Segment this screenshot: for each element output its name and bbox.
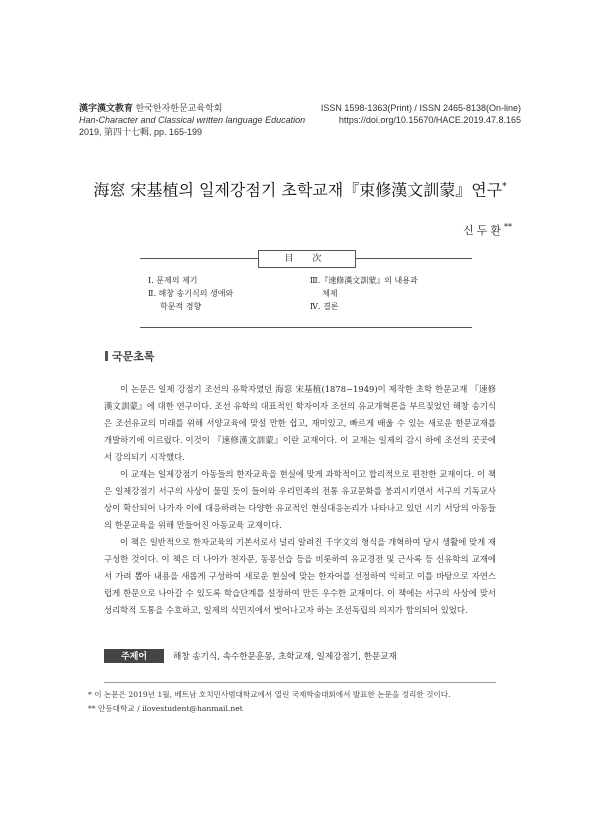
toc-item-4: Ⅳ. 결론 xyxy=(310,302,339,311)
abstract-body xyxy=(104,381,496,619)
keywords-label: 주제어 xyxy=(104,649,164,663)
footnote-2: ** 안동대학교 / ilovestudent@hanmail.net xyxy=(88,704,243,713)
toc-item-3: Ⅲ.『速修漢文訓蒙』의 내용과 xyxy=(310,276,418,285)
publication-info xyxy=(321,102,521,126)
journal-header xyxy=(79,102,305,138)
journal-title-hanja: 漢字漢文教育 xyxy=(79,103,134,113)
journal-english-title: Han-Character and Classical written language Education xyxy=(79,115,306,125)
toc-right-column xyxy=(310,274,418,313)
toc-item-2-cont: 학문적 경향 xyxy=(160,302,202,311)
toc-item-2: Ⅱ. 해창 송기식의 생애와 xyxy=(148,289,234,298)
abstract-heading-text: 국문초록 xyxy=(112,351,155,363)
toc-item-3-cont: 체제 xyxy=(322,289,338,298)
title-footnote-marker: * xyxy=(502,182,507,192)
society-name: 한국한자한문교육학회 xyxy=(135,103,223,113)
issn-line: ISSN 1598-1363(Print) / ISSN 2465-8138(On-line) xyxy=(320,103,521,113)
heading-bar-icon xyxy=(105,351,108,361)
author-name: 신두환 xyxy=(463,224,504,237)
abstract-paragraph-1: 이 논문은 일제 강점기 조선의 유학자였던 海窓 宋基植(1878~1949)이 제작한 초학 한문교재 『速修漢文訓蒙』에 대한 연구이다. 조선 유학의 대표적인 학자이자 조선의 유교개혁론을 부르짖었던 해창 송기식은 조선유교의 미래를 위해 서양교육에 맞설 만한 쉽고, 재미있고, 빠르게 배울 수 있는 새로운 한문교재를 개발하기에 이르렀다. 이것이 『速修漢文訓蒙』이란 교재이다. 이 교재는 일제의 감시 하에 조선의 곳곳에서 강의되기 시작했다. xyxy=(104,384,496,462)
abstract-paragraph-2: 이 교재는 일제강점기 아동들의 한자교육을 현실에 맞게 과학적이고 합리적으로 편찬한 교재이다. 이 책은 일제강점기 서구의 사상이 물밀 듯이 들어와 우리민족의 전통 유교문화를 붕괴시키면서 서구의 기독교사상이 확산되어 나가자 이에 대응하려는 다양한 유교적인 현실대응논리가 나타나고 있던 시기 서당의 아동들의 한문교육을 위해 만들어진 아동교육 교재이다. xyxy=(104,469,496,530)
keywords xyxy=(104,645,496,664)
footnotes xyxy=(88,688,451,716)
journal-volume-pages: 2019, 第四十七輯, pp. 165-199 xyxy=(79,127,203,137)
toc-title: 目 次 xyxy=(258,250,356,268)
abstract-heading xyxy=(105,348,155,364)
toc-item-1: Ⅰ. 문제의 제기 xyxy=(148,276,198,285)
table-of-contents xyxy=(140,254,472,328)
paper-title-text: 海窓 宋基植의 일제강점기 초학교재『束修漢文訓蒙』연구 xyxy=(93,180,503,200)
author xyxy=(463,222,512,238)
author-footnote-marker: ** xyxy=(504,222,512,232)
paper-title xyxy=(0,176,600,201)
toc-left-column xyxy=(148,274,233,313)
keywords-text: 해창 송기식, 속수한문훈몽, 초학교재, 일제강점기, 한문교재 xyxy=(173,651,397,662)
footnote-divider xyxy=(104,682,496,683)
abstract-paragraph-3: 이 책은 일반적으로 한자교육의 기본서로서 널리 알려진 千字文의 형식을 개혁하여 당시 생활에 맞게 재구성한 것이다. 이 책은 더 나아가 천자문, 동몽선습 등을 비롯하여 유교경전 및 근사록 등 신유학의 교재에서 가려 뽑아 내용을 새롭게 구성하여 새로운 현실에 맞는 한자어를 선정하여 익히고 이를 바탕으로 자연스럽게 한문으로 나아갈 수 있도록 학습단계를 설정하여 만든 우수한 교재이다. 이 책에는 서구의 사상에 맞서 성리학적 도통을 수호하고, 일제의 식민지에서 벗어나고자 하는 조선독립의 의지가 함의되어 있었다. xyxy=(104,537,496,615)
doi-link[interactable]: https://doi.org/10.15670/HACE.2019.47.8.165 xyxy=(338,115,521,125)
footnote-1: * 이 논문은 2019년 1월, 베트남 호치민사범대학교에서 열린 국제학술대회에서 발표한 논문을 정리한 것이다. xyxy=(88,690,451,699)
